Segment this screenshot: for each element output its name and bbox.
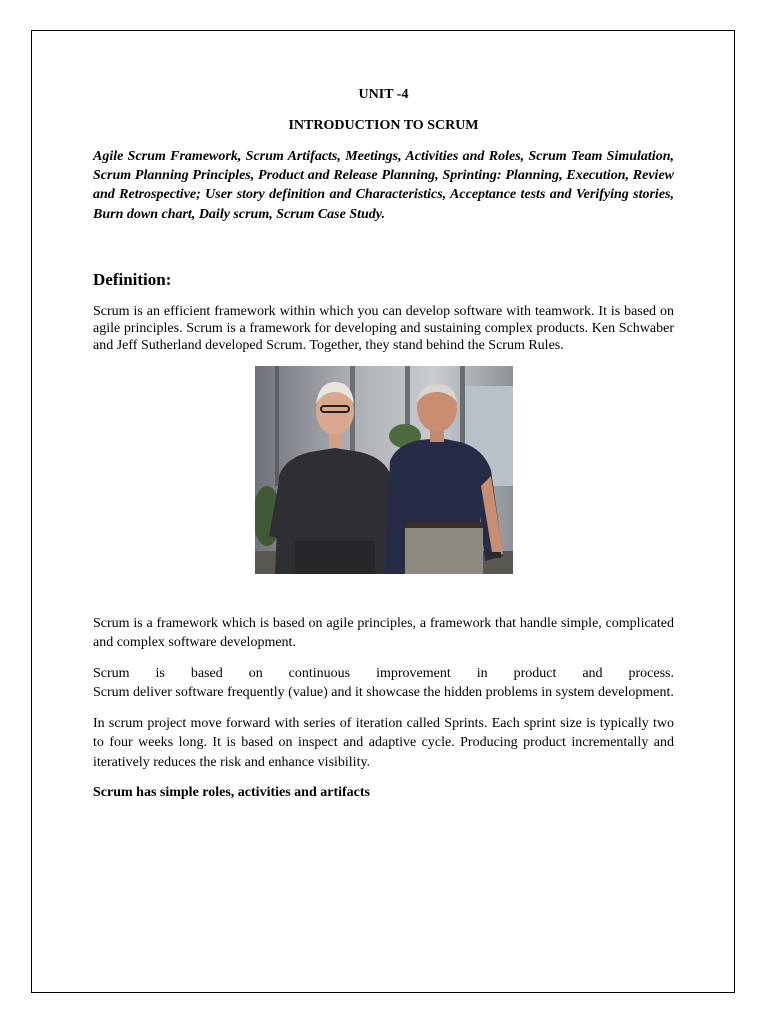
body-paragraphs	[93, 614, 674, 803]
paragraph-continuous-improvement-line1: Scrum is based on continuous improvement in product and process.	[93, 665, 674, 681]
paragraph-continuous-improvement	[93, 664, 674, 703]
syllabus-topics: Agile Scrum Framework, Scrum Artifacts, Meetings, Activities and Roles, Scrum Team Simulation, Scrum Planning Principles, Product and Release Planning, Sprinting: Planning, Execution, Review and Retrospective; User story definition and Characteristics, Acceptance tests and Verifying stories, Burn down chart, Daily scrum, Scrum Case Study.	[93, 149, 674, 222]
paragraph-framework: Scrum is a framework which is based on agile principles, a framework that handle simple, complicated and complex software development.	[93, 615, 674, 651]
definition-heading: Definition:	[93, 269, 172, 289]
unit-title: UNIT -4	[358, 87, 409, 102]
scrum-founders-photo	[255, 366, 513, 574]
paragraph-continuous-improvement-line2: Scrum deliver software frequently (value) and it showcase the hidden problems in system development.	[93, 685, 674, 701]
definition-paragraph: Scrum is an efficient framework within which you can develop software with teamwork. It is based on agile principles. Scrum is a framework for developing and sustaining complex products. Ken Schwaber and Jeff Sutherland developed Scrum. Together, they stand behind the Scrum Rules.	[93, 303, 674, 353]
closing-bold-line: Scrum has simple roles, activities and artifacts	[93, 785, 370, 801]
paragraph-sprints: In scrum project move forward with series of iteration called Sprints. Each sprint size is typically two to four weeks long. It is based on inspect and adaptive cycle. Producing product incrementally and iteratively reduces the risk and enhance visibility.	[93, 715, 674, 770]
document-content	[93, 86, 674, 802]
chapter-title: INTRODUCTION TO SCRUM	[288, 118, 479, 133]
